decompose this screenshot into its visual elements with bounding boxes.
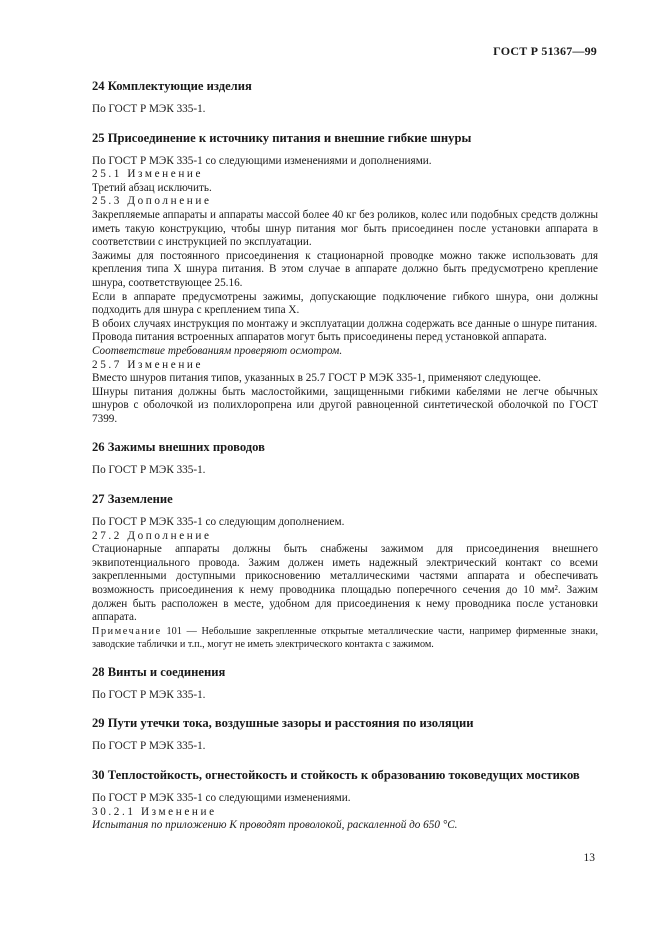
section-27 xyxy=(92,492,598,651)
paragraph: Зажимы для постоянного присоединения к стационарной проводке можно также использовать для крепления типа X шнура питания. В этом случае в аппарате должно быть предусмотрено крепление шнура, соответствующее 25.16. xyxy=(92,249,598,289)
paragraph: Провода питания встроенных аппаратов могут быть присоединены перед установкой аппарата. xyxy=(92,331,547,344)
paragraph: Стационарные аппараты должны быть снабжены зажимом для присоединения внешнего эквипотенциального провода. Зажим должен иметь надежный электрический контакт со всеми закрепленными доступными прикосновению металлическими частями аппарата и обеспечивать возможность присоединения к нему проводника площадью поперечного сечения до 10 мм². Зажим должен быть расположен в месте, удобном для присоединения к нему проводника после установки аппарата. xyxy=(92,543,598,624)
paragraph: Вместо шнуров питания типов, указанных в 25.7 ГОСТ Р МЭК 335-1, применяют следующее. xyxy=(92,372,541,385)
compliance-statement: Соответствие требованиям проверяют осмотром. xyxy=(92,344,343,357)
section-title: 25 Присоединение к источнику питания и внешние гибкие шнуры xyxy=(92,130,472,145)
note xyxy=(92,625,598,651)
paragraph: В обоих случаях инструкция по монтажу и эксплуатации должна содержать все данные о шнуре питания. xyxy=(92,317,598,330)
section-24 xyxy=(92,79,598,117)
section-title: 26 Зажимы внешних проводов xyxy=(92,440,265,455)
paragraph: По ГОСТ Р МЭК 335-1 со следующими изменениями и дополнениями. xyxy=(92,154,432,167)
section-25 xyxy=(92,131,598,427)
clause-label: 30.2.1 Изменение xyxy=(92,805,217,818)
clause-label: 25.7 Изменение xyxy=(92,358,204,371)
paragraph: По ГОСТ Р МЭК 335-1. xyxy=(92,688,206,701)
section-title: 27 Заземление xyxy=(92,492,173,507)
section-title: 24 Комплектующие изделия xyxy=(92,79,252,93)
document-header: ГОСТ Р 51367—99 xyxy=(493,44,597,58)
paragraph: Закрепляемые аппараты и аппараты массой более 40 кг без роликов, колес или подобных средств должны иметь такую конструкцию, чтобы шнур питания мог быть присоединен после установки аппарата в соответствии с инструкцией по эксплуатации. xyxy=(92,208,598,249)
section-title: 29 Пути утечки тока, воздушные зазоры и расстояния по изоляции xyxy=(92,716,474,731)
paragraph: По ГОСТ Р МЭК 335-1 со следующим дополнением. xyxy=(92,516,345,529)
paragraph: По ГОСТ Р МЭК 335-1. xyxy=(92,103,206,115)
paragraph: По ГОСТ Р МЭК 335-1 со следующими изменениями. xyxy=(92,792,351,804)
section-29 xyxy=(92,716,598,754)
note-label: Примечание xyxy=(92,625,162,637)
section-title: 28 Винты и соединения xyxy=(92,664,226,679)
paragraph: Третий абзац исключить. xyxy=(92,181,212,194)
section-30 xyxy=(92,768,598,833)
paragraph: Шнуры питания должны быть маслостойкими, защищенными гибкими кабелями не легче обычных шнуров с оболочкой из полихлоропрена или другой равноценной синтетической оболочкой по ГОСТ 7399. xyxy=(92,385,598,425)
document-body xyxy=(92,79,598,833)
note-text: 101 — Небольшие закрепленные открытые металлические части, например фирменные знаки, заводские таблички и т.п., могут не иметь электрического контакта с зажимом. xyxy=(92,625,598,650)
section-26 xyxy=(92,440,598,478)
page-number: 13 xyxy=(583,852,595,864)
paragraph: По ГОСТ Р МЭК 335-1. xyxy=(92,464,206,477)
clause-label: 25.1 Изменение xyxy=(92,168,204,181)
section-28 xyxy=(92,665,598,703)
section-title: 30 Теплостойкость, огнестойкость и стойкость к образованию токоведущих мостиков xyxy=(92,768,580,782)
clause-label: 27.2 Дополнение xyxy=(92,529,212,542)
paragraph: Испытания по приложению К проводят проволокой, раскаленной до 650 °С. xyxy=(92,819,458,832)
clause-label: 25.3 Дополнение xyxy=(92,195,212,208)
paragraph: По ГОСТ Р МЭК 335-1. xyxy=(92,740,206,753)
paragraph: Если в аппарате предусмотрены зажимы, допускающие подключение гибкого шнура, они должны подходить для шнура с креплением типа X. xyxy=(92,290,598,317)
